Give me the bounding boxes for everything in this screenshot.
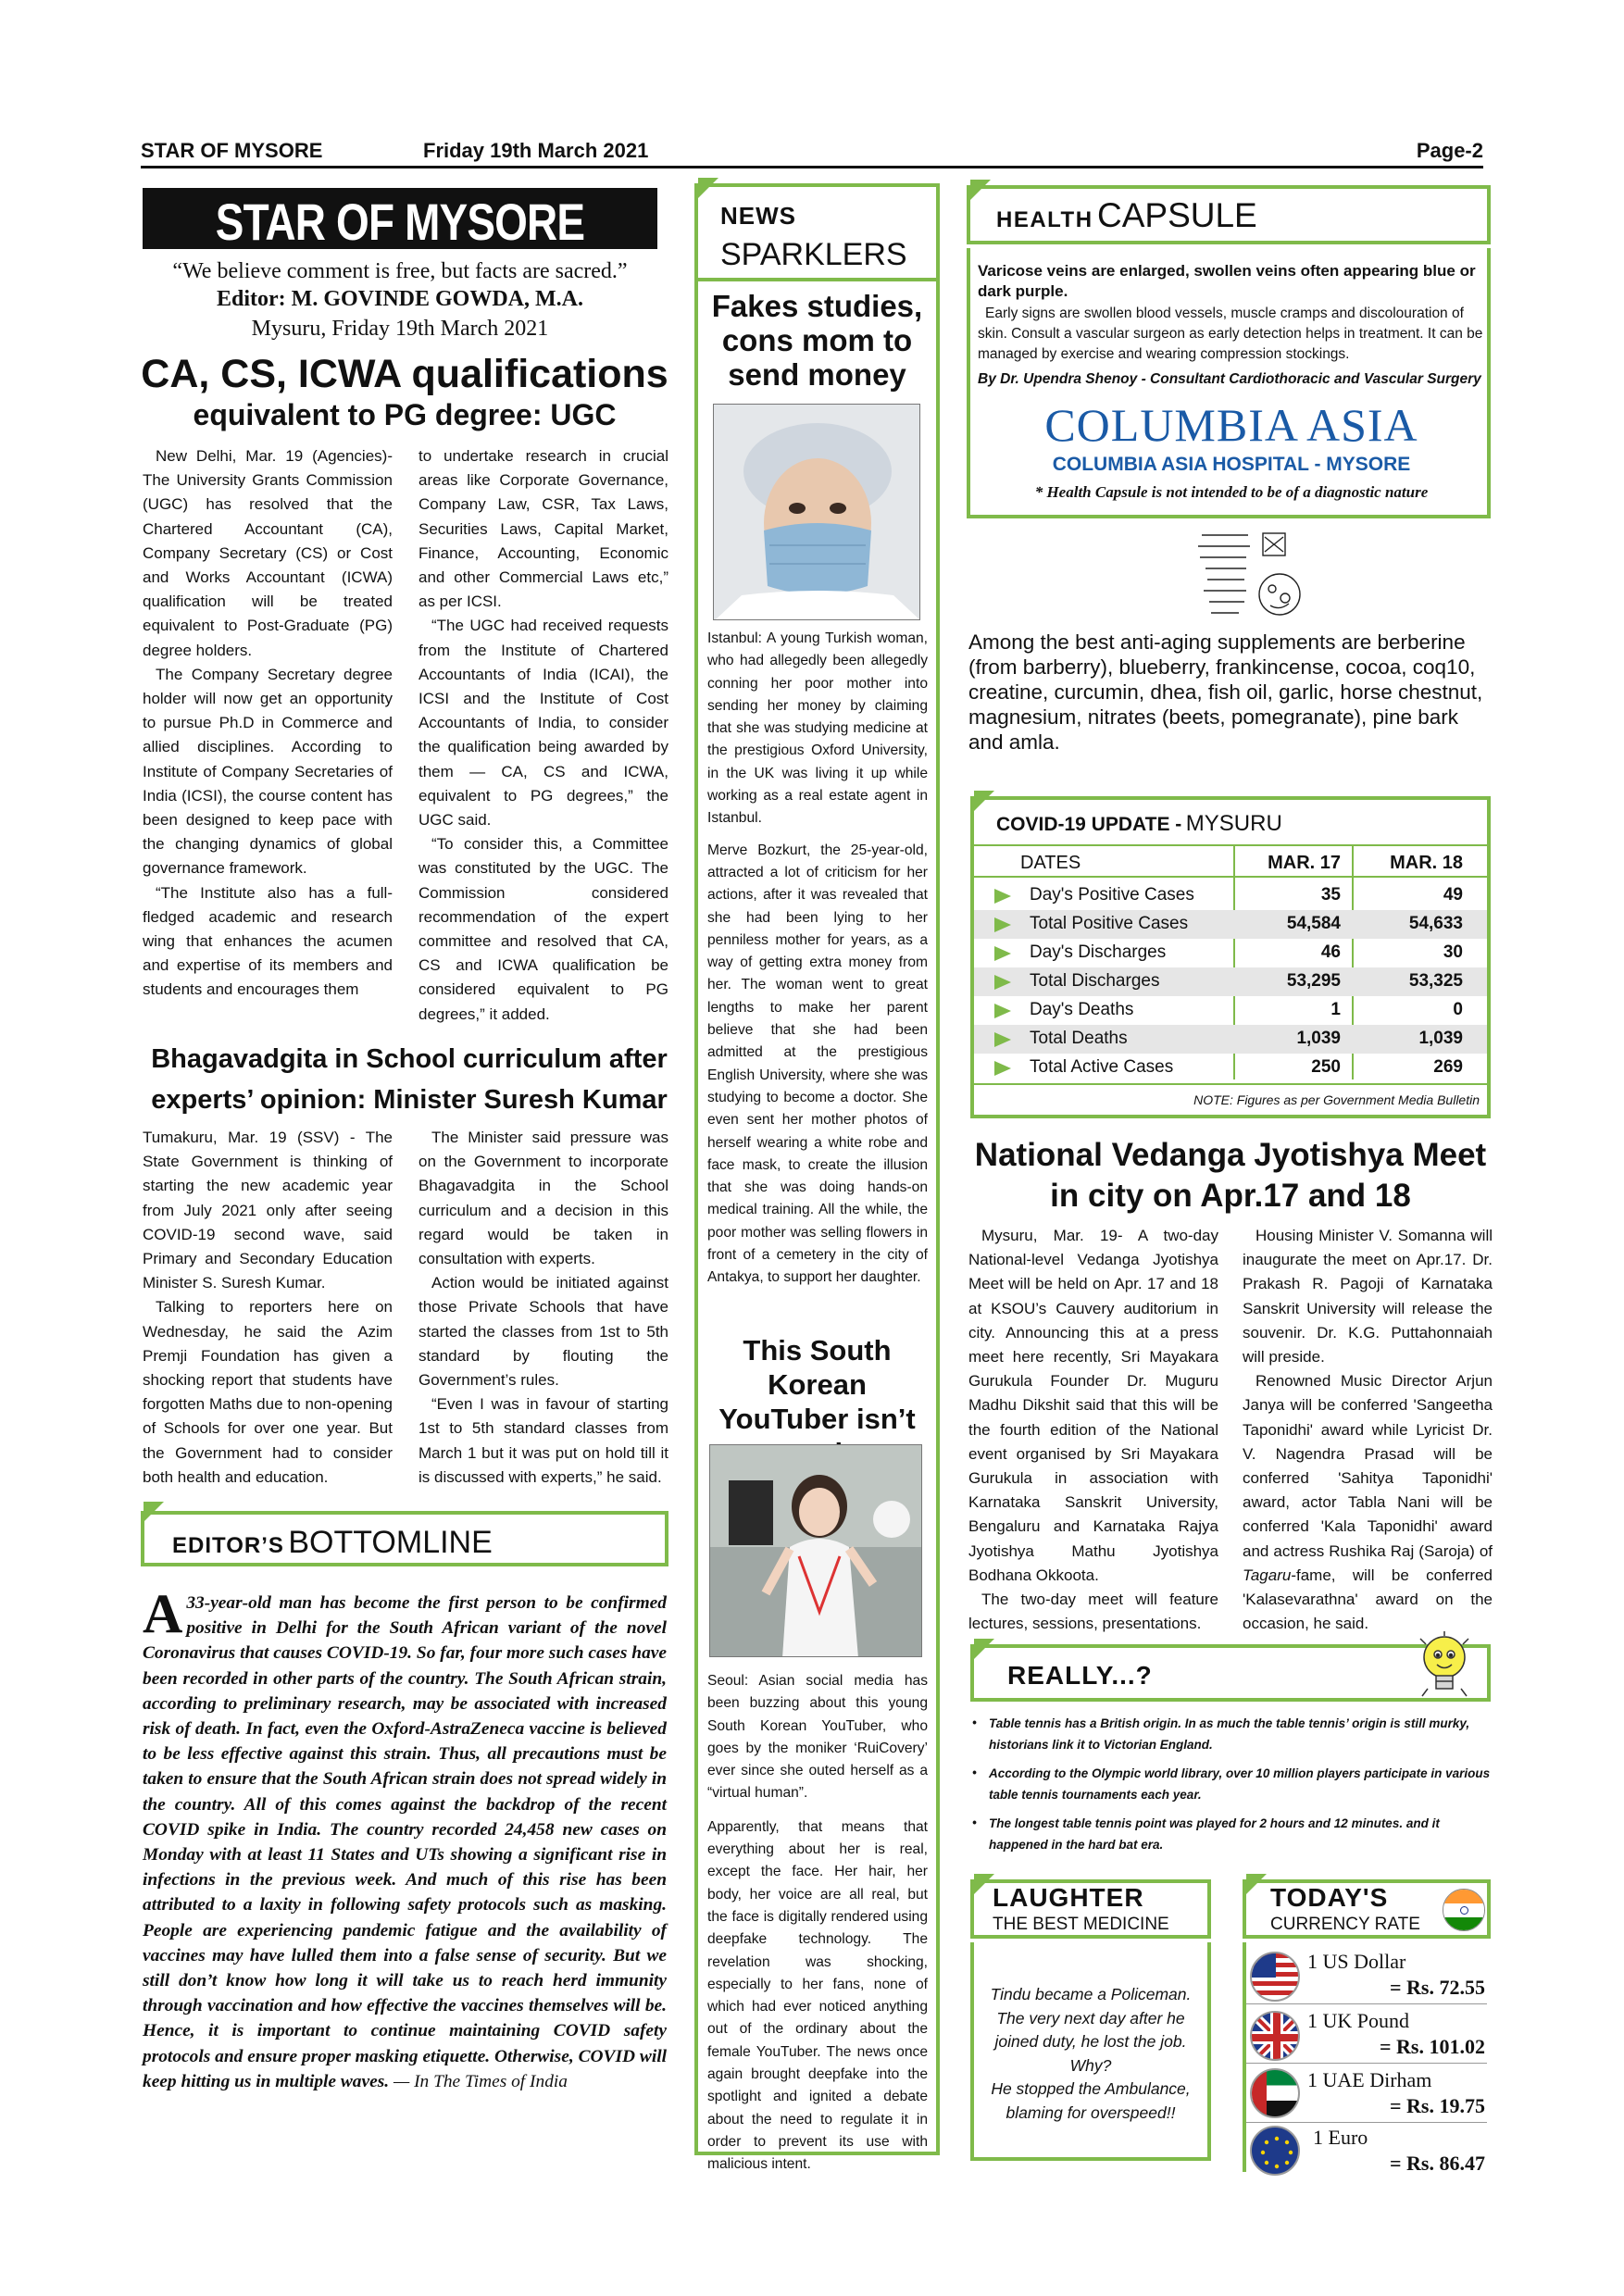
currency-body-frame bbox=[1243, 1942, 1491, 2172]
ugc-headline bbox=[141, 352, 668, 433]
covid-row bbox=[974, 910, 1487, 939]
gita-column-1 bbox=[143, 1126, 393, 1490]
covid-row-label: Day's Positive Cases bbox=[1030, 885, 1194, 905]
covid-row-mar18: 54,633 bbox=[1408, 914, 1463, 933]
laughter-joke bbox=[974, 1983, 1207, 2125]
vedanga-paragraph-text: Renowned Music Director Arjun Janya will be conferred 'Sangeetha Taponidhi' award while Lyricist Dr. V. Nagendra Prasad will be conferred 'Sahitya Taponidhi' award, actor Tabla Nani will be conferred 'Kala Taponidhi' award and actress Rushika Raj (Saroja) of bbox=[1243, 1372, 1493, 1560]
health-label-light: CAPSULE bbox=[1097, 196, 1257, 234]
covid-row-label: Day's Discharges bbox=[1030, 942, 1167, 962]
currency-title: TODAY'S bbox=[1270, 1883, 1389, 1912]
ugc-headline-line1: CA, CS, ICWA qualifications bbox=[141, 352, 668, 396]
editorial-credit: — In The Times of India bbox=[393, 2071, 568, 2091]
joke-line: blaming for overspeed!! bbox=[1006, 2103, 1176, 2122]
really-fact: • Table tennis has a British origin. In as much the table tennis’ origin is still murky, historians link it to Victorian England. bbox=[972, 1713, 1491, 1755]
ugc-column-1 bbox=[143, 444, 393, 1003]
news-story2-headline: This South Korean YouTuber isn’t bbox=[718, 1334, 916, 1435]
covid-row-label: Total Active Cases bbox=[1030, 1057, 1174, 1077]
covid-row bbox=[974, 967, 1487, 996]
masthead-quote: “We believe comment is free, but facts are sacred.” bbox=[172, 259, 628, 283]
covid-row-mar18: 1,039 bbox=[1418, 1029, 1463, 1048]
covid-row-label: Day's Deaths bbox=[1030, 1000, 1134, 1019]
header-page-number: Page-2 bbox=[1416, 139, 1483, 162]
health-label bbox=[996, 196, 1257, 235]
covid-title bbox=[996, 811, 1282, 837]
gita-paragraph: “Even I was in favour of starting 1st to 5th standard classes from March 1 but it was put on hold till it is discussed with experts,” he said. bbox=[418, 1395, 668, 1486]
currency-name: 1 UK Pound bbox=[1307, 2009, 1410, 2032]
health-corner-mark bbox=[970, 180, 991, 200]
covid-row-mar17: 53,295 bbox=[1286, 971, 1341, 991]
gita-headline bbox=[141, 1039, 678, 1120]
news-photo-youtuber bbox=[709, 1444, 922, 1657]
news-story1-paragraph: Istanbul: A young Turkish woman, who had allegedly been allegedly conning her poor mother into sending her money by claiming that she was studying medicine at the prestigious Oxford University, in the UK was living it up while working as a real estate agent in Istanbul. bbox=[707, 630, 928, 827]
news-story2-paragraph: Apparently, that means that everything about her is real, except the face. Her hair, her body, her voice are all real, but the face is digitally rendered using deepfake technology. The revelation was shocking, especially to her fans, none of which had ever noticed anything out of the ordinary about the female YouTuber. The news once again brought deepfake into the spotlight and ignited a debate about the need to regulate it in order to prevent its use with malicious intent. bbox=[707, 1818, 928, 2173]
covid-row-mar17: 46 bbox=[1320, 942, 1341, 962]
news-story2-body bbox=[707, 1670, 928, 2177]
covid-row-mar18: 53,325 bbox=[1408, 971, 1463, 991]
vedanga-paragraph-end: -fame, will be conferred 'Kalasevarathna' award on the occasion, he said. bbox=[1243, 1566, 1493, 1633]
laughter-title: LAUGHTER bbox=[993, 1883, 1144, 1912]
covid-row-label: Total Discharges bbox=[1030, 971, 1160, 991]
ugc-paragraph: “The UGC had received requests from the Institute of Chartered Accountants of India (ICAI), the ICSI and the Institute of Cost Accountants of India, to consider the qualification being awarded by them — CA, CS and ICWA, equivalent to PG degrees,” the UGC said. bbox=[418, 617, 668, 830]
editorial-label-light: BOTTOMLINE bbox=[288, 1525, 493, 1560]
covid-row-label: Total Positive Cases bbox=[1030, 914, 1189, 933]
vedanga-headline-line2: in city on Apr.17 and 18 bbox=[1050, 1178, 1411, 1214]
covid-row-mar17: 250 bbox=[1311, 1057, 1341, 1077]
ugc-paragraph: The Company Secretary degree holder will now get an opportunity to pursue Ph.D in Commerce and allied disciplines. According to Institute of Company Secretaries of India (ICSI), the course content has been designed to keep pace with the changing dynamics of global governance framework. bbox=[143, 665, 393, 878]
covid-row-mar17: 1,039 bbox=[1296, 1029, 1341, 1048]
editorial-label-bold: EDITOR’S bbox=[172, 1533, 284, 1558]
ugc-headline-line2: equivalent to PG degree: UGC bbox=[193, 398, 617, 431]
masthead-dateline: Mysuru, Friday 19th March 2021 bbox=[251, 317, 549, 341]
india-flag-icon bbox=[1443, 1889, 1485, 1931]
covid-row-mar18: 49 bbox=[1443, 885, 1463, 905]
covid-row bbox=[974, 1054, 1487, 1082]
header-paper-name: STAR OF MYSORE bbox=[141, 139, 323, 162]
ugc-paragraph: “To consider this, a Committee was constituted by the UGC. The Commission considered recommendation of the expert committee and resolved that CA, CS and ICWA qualification be considered equivalent to PG degrees,” it added. bbox=[418, 835, 668, 1023]
covid-table bbox=[974, 844, 1487, 1087]
editorial-corner-mark bbox=[144, 1502, 164, 1522]
vedanga-paragraph: The two-day meet will feature lectures, sessions, presentations. bbox=[968, 1591, 1218, 1633]
covid-title-bold: COVID-19 UPDATE - bbox=[996, 814, 1182, 835]
supplement-sketch bbox=[1189, 528, 1307, 622]
currency-rate: = Rs. 101.02 bbox=[1380, 2035, 1485, 2058]
news-story1-headline: Fakes studies, cons mom to send money bbox=[711, 289, 923, 392]
gita-column-2 bbox=[418, 1126, 668, 1490]
gita-headline-line1: Bhagavadgita in School curriculum after bbox=[151, 1044, 668, 1074]
news-corner-mark bbox=[698, 178, 718, 198]
masthead-editor: Editor: M. GOVINDE GOWDA, M.A. bbox=[217, 287, 583, 311]
editorial-body bbox=[143, 1583, 667, 2094]
lightbulb-icon-art bbox=[1415, 1631, 1474, 1700]
covid-row-label: Total Deaths bbox=[1030, 1029, 1128, 1048]
joke-line: The very next day after he bbox=[996, 2008, 1185, 2028]
header-date: Friday 19th March 2021 bbox=[423, 139, 649, 162]
vedanga-paragraph bbox=[1243, 1369, 1493, 1636]
news-label-bold: NEWS bbox=[720, 202, 796, 230]
health-byline: By Dr. Upendra Shenoy - Consultant Cardiothoracic and Vascular Surgery bbox=[978, 371, 1481, 387]
supplement-sketch-art bbox=[1189, 528, 1307, 622]
really-fact: • According to the Olympic world library, over 10 million players participate in various table tennis tournaments each year. bbox=[972, 1763, 1491, 1805]
covid-title-light: MYSURU bbox=[1185, 811, 1282, 836]
really-title: REALLY...? bbox=[1007, 1661, 1153, 1690]
covid-col-mar18: MAR. 18 bbox=[1352, 846, 1487, 876]
currency-corner-mark bbox=[1246, 1874, 1267, 1894]
gita-paragraph: Action would be initiated against those Private Schools that have started the classes from 1st to 5th standard by flouting the Government’s rules. bbox=[418, 1274, 668, 1390]
vedanga-paragraph: Housing Minister V. Somanna will inaugurate the meet on Apr.17. Dr. Prakash R. Pagoji of Karnataka Sanskrit University will release the souvenir. Dr. K.G. Puttahonnaiah will preside. bbox=[1243, 1227, 1493, 1366]
joke-line: He stopped the Ambulance, bbox=[991, 2079, 1191, 2098]
gita-paragraph: The Minister said pressure was on the Government to incorporate Bhagavadgita in the School curriculum and a decision in this regard would be taken in consultation with experts. bbox=[418, 1129, 668, 1268]
news-story1-body bbox=[707, 628, 928, 1290]
news-divider bbox=[698, 278, 936, 281]
editorial-text: 33-year-old man has become the first person to be confirmed positive in Delhi for the South African variant of the novel Coronavirus that causes COVID-19. So far, four more such cases have been recorded in other parts of the country. The South African strain, according to preliminary research, may be associated with increased risk of death. In fact, even the Oxford-AstraZeneca vaccine is believed to be less effective against this strain. Thus, all precautions must be taken to ensure that the South African strain does not spread widely in the country. All of this comes against the backdrop of the recent COVID spike in India. The country recorded 24,458 new cases on Monday with at least 11 States and UTs showing a significant rise in infections in the previous week. And much of this rise has been attributed to a laxity in following safety protocols such as masking. People are experiencing pandemic fatigue and the availability of vaccines may have lulled them into a false sense of security. But we still don’t know how long it will take us to reach herd immunity through vaccination and how effective the vaccines themselves will be. Hence, it is important to continue maintaining COVID safety protocols and ensure proper masking etiquette. Otherwise, COVID will keep hitting us in multiple waves. bbox=[143, 1593, 667, 2091]
joke-line: joined duty, he lost the job. bbox=[994, 2032, 1187, 2051]
currency-rate: = Rs. 72.55 bbox=[1390, 1976, 1485, 1999]
covid-row-mar18: 30 bbox=[1443, 942, 1463, 962]
editorial-dropcap: A bbox=[143, 1583, 183, 1644]
covid-note: NOTE: Figures as per Government Media Bulletin bbox=[1193, 1092, 1480, 1107]
currency-rate: = Rs. 19.75 bbox=[1390, 2094, 1485, 2117]
health-disclaimer: * Health Capsule is not intended to be of a diagnostic nature bbox=[1034, 483, 1429, 501]
covid-col-mar17: MAR. 17 bbox=[1233, 846, 1352, 876]
covid-row-mar17: 54,584 bbox=[1286, 914, 1341, 933]
vedanga-paragraph: Mysuru, Mar. 19- A two-day National-level Vedanga Jyotishya Meet will be held on Apr. 17 and 18 at KSOU’s Cauvery auditorium in city. Announcing this at a press meet here recently, Sri Mayakara Gurukula Founder Dr. Muguru Madhu Dikshit said that this will be the fourth edition of the National event organised by Sri Mayakara Gurukula in association with Karnataka Sanskrit University, Bengaluru and Karnataka Rajya Jyotishya Mathu Jyotishya Bodhana Okkoota. bbox=[968, 1227, 1218, 1584]
currency-name: 1 Euro bbox=[1313, 2126, 1368, 2149]
covid-row bbox=[974, 1025, 1487, 1054]
masthead-banner bbox=[143, 188, 657, 249]
laughter-corner-mark bbox=[974, 1874, 994, 1894]
currency-name: 1 US Dollar bbox=[1307, 1950, 1406, 1973]
news-label-light: SPARKLERS bbox=[720, 237, 907, 272]
health-label-bold: HEALTH bbox=[996, 207, 1093, 232]
covid-row bbox=[974, 996, 1487, 1025]
ugc-paragraph: “The Institute also has a full-fledged academic and research wing that enhances the acumen and expertise of its members and students and encourages them bbox=[143, 883, 393, 999]
covid-header-row bbox=[974, 844, 1487, 878]
covid-row bbox=[974, 939, 1487, 967]
covid-footer-rule bbox=[974, 1083, 1487, 1085]
vedanga-column-1 bbox=[968, 1224, 1218, 1636]
covid-col-dates: DATES bbox=[1020, 853, 1081, 873]
ugc-paragraph: New Delhi, Mar. 19 (Agencies)- The University Grants Commission (UGC) has resolved that the Chartered Accountant (CA), Company Secretary (CS) or Cost and Works Accountant (ICWA) qualification will be treated equivalent to Post-Graduate (PG) degree holders. bbox=[143, 447, 393, 659]
health-body: Early signs are swollen blood vessels, muscle cramps and discolouration of skin. Consult a vascular surgeon as early detection helps in treatment. It can be managed by exercise and wearing compression stockings. bbox=[978, 306, 1483, 362]
covid-row-mar18: 269 bbox=[1433, 1057, 1463, 1077]
really-facts bbox=[972, 1713, 1491, 1863]
masthead-title: STAR OF MYSORE bbox=[215, 193, 585, 251]
currency-name: 1 UAE Dirham bbox=[1307, 2068, 1432, 2091]
really-fact: • The longest table tennis point was played for 2 hours and 12 minutes. and it happened in the hard bat era. bbox=[972, 1813, 1491, 1855]
laughter-subtitle: THE BEST MEDICINE bbox=[993, 1915, 1169, 1934]
vedanga-movie-title: Tagaru bbox=[1243, 1566, 1292, 1584]
ugc-column-2 bbox=[418, 444, 668, 1027]
news-story2-paragraph: Seoul: Asian social media has been buzzing about this young South Korean YouTuber, who goes by the moniker ‘RuiCovery’ ever since she outed herself as a “virtual human”. bbox=[707, 1673, 928, 1802]
gita-headline-line2: experts’ opinion: Minister Suresh Kumar bbox=[151, 1085, 668, 1115]
masked-woman-illustration bbox=[714, 405, 920, 620]
gita-paragraph: Tumakuru, Mar. 19 (SSV) - The State Government is thinking of starting the new academic year from July 2021 only after seeing COVID-19 second wave, said Primary and Secondary Education Minister S. Suresh Kumar. bbox=[143, 1129, 393, 1292]
covid-corner-mark bbox=[974, 791, 994, 811]
vedanga-headline bbox=[967, 1135, 1494, 1217]
editorial-label bbox=[172, 1525, 493, 1561]
covid-row-mar17: 35 bbox=[1320, 885, 1341, 905]
columbia-hospital-name: COLUMBIA ASIA HOSPITAL - MYSORE bbox=[1052, 454, 1411, 475]
covid-row-mar18: 0 bbox=[1453, 1000, 1463, 1019]
covid-row-mar17: 1 bbox=[1330, 1000, 1341, 1019]
vedanga-column-2 bbox=[1243, 1224, 1493, 1636]
ugc-paragraph: to undertake research in crucial areas like Corporate Governance, Company Law, CSR, Tax Laws, Securities Laws, Capital Market, Finance, Accounting, Economic and other Commercial Laws etc,” as per ICSI. bbox=[418, 447, 668, 611]
currency-subtitle: CURRENCY RATE bbox=[1270, 1915, 1420, 1934]
really-corner-mark bbox=[974, 1639, 994, 1659]
supplements-text: Among the best anti-aging supplements are berberine (from barberry), blueberry, frankincense, cocoa, coq10, creatine, curcumin, dhea, fish oil, garlic, horse chestnut, magnesium, nitrates (beets, pomegranate), pine bark and amla. bbox=[968, 630, 1483, 754]
vedanga-headline-line1: National Vedanga Jyotishya Meet bbox=[974, 1137, 1487, 1173]
columbia-logo: COLUMBIA ASIA bbox=[1044, 399, 1418, 451]
joke-line: Why? bbox=[1069, 2055, 1112, 2075]
currency-rate: = Rs. 86.47 bbox=[1390, 2152, 1485, 2175]
covid-row bbox=[974, 881, 1487, 910]
news-photo-masked-woman bbox=[713, 404, 920, 620]
youtuber-illustration bbox=[710, 1445, 922, 1657]
joke-line: Tindu became a Policeman. bbox=[990, 1985, 1192, 2003]
lightbulb-icon bbox=[1415, 1631, 1474, 1700]
page-header bbox=[141, 139, 1483, 168]
gita-paragraph: Talking to reporters here on Wednesday, he said the Azim Premji Foundation has given a shocking report that students have forgotten Maths due to non-opening of Schools for over one year. But the Government had to consider both health and education. bbox=[143, 1298, 393, 1486]
news-story1-paragraph: Merve Bozkurt, the 25-year-old, attracted a lot of criticism for her actions, after it was revealed that she had been lying to her penniless mother for years, as a way of getting extra money from her. The woman went to great lengths to make her parent believe that she had been admitted at the prestigious English University, where she was studying to become a doctor. She even sent her mother photos of herself wearing a white robe and face mask, to create the illusion that she was doing hands-on medical training. All the while, the poor mother was selling flowers in front of a cemetery in the city of Antakya, to support her daughter. bbox=[707, 842, 928, 1286]
health-lead: Varicose veins are enlarged, swollen veins often appearing blue or dark purple. bbox=[978, 262, 1476, 300]
